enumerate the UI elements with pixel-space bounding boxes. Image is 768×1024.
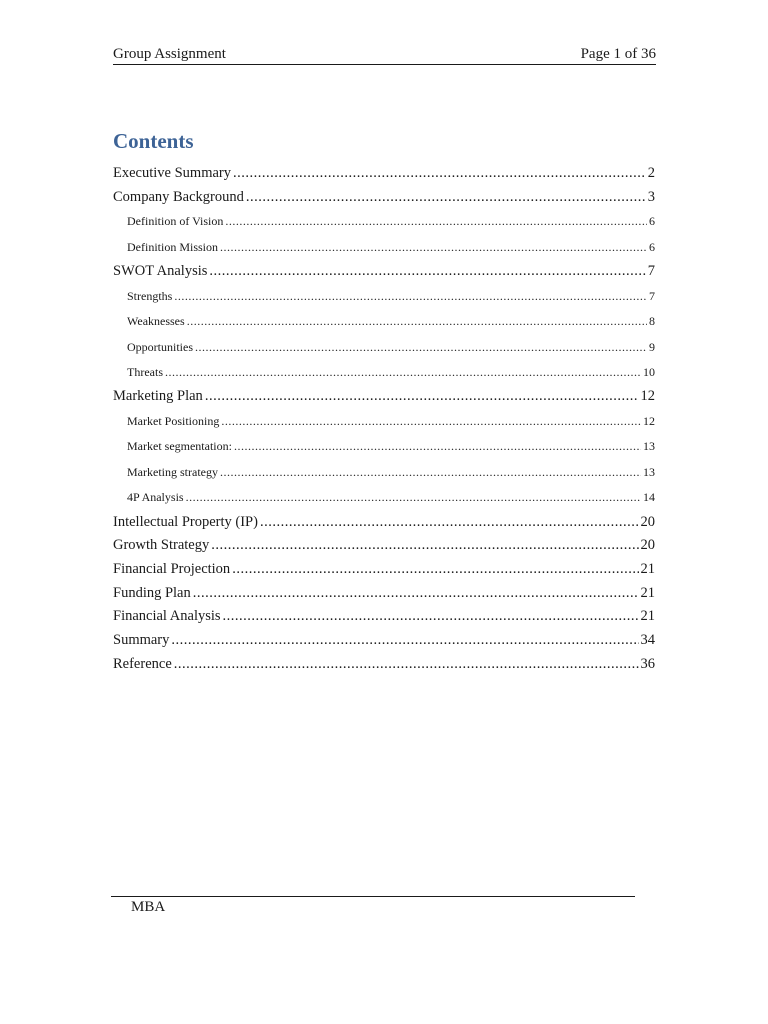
table-of-contents	[113, 162, 655, 676]
toc-dot-leader	[209, 260, 645, 284]
toc-page-number: 36	[640, 655, 655, 672]
toc-entry-label: Strengths	[127, 288, 173, 303]
toc-entry[interactable]	[113, 582, 655, 606]
toc-page-number: 34	[640, 632, 655, 649]
toc-page-number: 20	[640, 513, 655, 530]
toc-entry-label: Growth Strategy	[113, 537, 210, 554]
toc-entry-label: Market segmentation:	[127, 439, 232, 454]
toc-entry[interactable]	[113, 511, 655, 535]
toc-entry-label: Threats	[127, 365, 163, 380]
toc-entry-label: Company Background	[113, 188, 244, 205]
toc-dot-leader	[260, 511, 639, 535]
toc-entry[interactable]	[113, 385, 655, 409]
toc-dot-leader	[233, 162, 646, 186]
toc-dot-leader	[220, 235, 647, 260]
toc-dot-leader	[223, 605, 639, 629]
toc-entry-label: Financial Analysis	[113, 608, 221, 625]
toc-dot-leader	[171, 629, 638, 653]
toc-subentry[interactable]	[113, 284, 655, 309]
toc-entry-label: Weaknesses	[127, 314, 185, 329]
toc-page-number: 7	[649, 288, 655, 303]
toc-page-number: 12	[643, 414, 655, 429]
toc-entry[interactable]	[113, 162, 655, 186]
toc-entry-label: Opportunities	[127, 339, 193, 354]
toc-page-number: 10	[643, 365, 655, 380]
header-title: Group Assignment	[113, 46, 226, 62]
toc-dot-leader	[195, 335, 647, 360]
toc-page-number: 6	[649, 214, 655, 229]
toc-entry-label: Financial Projection	[113, 561, 231, 578]
toc-entry-label: Summary	[113, 632, 170, 649]
toc-page-number: 21	[640, 608, 655, 625]
toc-page-number: 8	[649, 314, 655, 329]
toc-heading: Contents	[113, 129, 194, 153]
toc-subentry[interactable]	[113, 335, 655, 360]
toc-page-number: 7	[647, 263, 655, 280]
toc-dot-leader	[205, 385, 639, 409]
toc-entry-label: Funding Plan	[113, 584, 191, 601]
toc-subentry[interactable]	[113, 235, 655, 260]
toc-dot-leader	[225, 209, 647, 234]
toc-entry-label: Definition Mission	[127, 239, 219, 254]
toc-dot-leader	[165, 360, 641, 385]
toc-entry-label: Marketing strategy	[127, 464, 218, 479]
toc-dot-leader	[246, 186, 646, 210]
toc-page-number: 21	[640, 561, 655, 578]
toc-subentry[interactable]	[113, 309, 655, 334]
toc-dot-leader	[187, 309, 647, 334]
toc-dot-leader	[193, 582, 639, 606]
toc-dot-leader	[220, 460, 641, 485]
toc-entry-label: 4P Analysis	[127, 490, 184, 505]
toc-dot-leader	[186, 485, 641, 510]
toc-page-number: 13	[643, 464, 655, 479]
footer-text: MBA	[131, 899, 166, 915]
toc-entry[interactable]	[113, 558, 655, 582]
toc-entry[interactable]	[113, 534, 655, 558]
toc-entry-label: Definition of Vision	[127, 214, 224, 229]
toc-page-number: 21	[640, 584, 655, 601]
toc-page-number: 2	[647, 165, 655, 181]
toc-subentry[interactable]	[113, 409, 655, 434]
toc-entry[interactable]	[113, 629, 655, 653]
toc-entry[interactable]	[113, 260, 655, 284]
page-header	[113, 44, 656, 65]
toc-dot-leader	[232, 558, 638, 582]
toc-entry-label: SWOT Analysis	[113, 263, 208, 280]
toc-page-number: 6	[649, 239, 655, 254]
toc-page-number: 9	[649, 339, 655, 354]
toc-page-number: 12	[640, 388, 655, 405]
toc-dot-leader	[221, 409, 641, 434]
toc-entry[interactable]	[113, 186, 655, 210]
toc-page-number: 13	[643, 439, 655, 454]
toc-page-number: 3	[647, 188, 655, 205]
toc-subentry[interactable]	[113, 460, 655, 485]
toc-dot-leader	[174, 653, 639, 677]
toc-dot-leader	[211, 534, 638, 558]
toc-entry[interactable]	[113, 605, 655, 629]
toc-entry-label: Intellectual Property (IP)	[113, 513, 258, 530]
toc-dot-leader	[234, 434, 641, 459]
toc-entry-label: Marketing Plan	[113, 388, 203, 405]
toc-page-number: 14	[643, 490, 655, 505]
toc-page-number: 20	[640, 537, 655, 554]
toc-entry-label: Market Positioning	[127, 414, 220, 429]
toc-subentry[interactable]	[113, 209, 655, 234]
toc-entry[interactable]	[113, 653, 655, 677]
toc-subentry[interactable]	[113, 434, 655, 459]
toc-subentry[interactable]	[113, 485, 655, 510]
toc-entry-label: Reference	[113, 655, 172, 672]
toc-dot-leader	[174, 284, 647, 309]
toc-entry-label: Executive Summary	[113, 165, 231, 181]
toc-subentry[interactable]	[113, 360, 655, 385]
header-page-number: Page 1 of 36	[580, 46, 656, 62]
footer-divider	[111, 896, 635, 897]
